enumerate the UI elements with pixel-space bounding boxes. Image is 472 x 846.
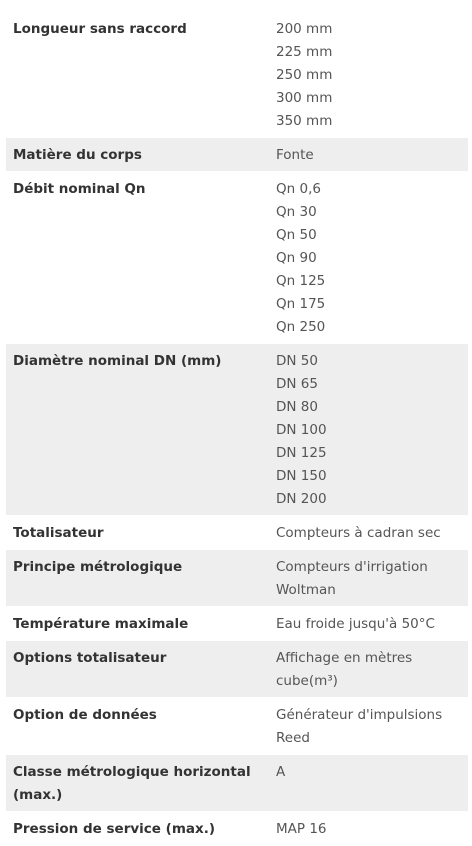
spec-value: Compteurs d'irrigation Woltman <box>276 559 428 598</box>
spec-value: DN 80 <box>276 399 318 415</box>
spec-label: Totalisateur <box>13 525 104 541</box>
spec-value: DN 100 <box>276 422 327 438</box>
spec-table <box>6 12 468 846</box>
spec-values <box>274 172 468 343</box>
spec-value: Qn 125 <box>276 273 326 289</box>
spec-values <box>274 698 468 754</box>
spec-row <box>6 607 468 641</box>
spec-value: Qn 175 <box>276 296 326 312</box>
spec-label: Principe métrologique <box>13 559 183 575</box>
spec-label: Classe métrologique horizontal (max.) <box>13 764 251 803</box>
spec-value: 250 mm <box>276 67 333 83</box>
spec-value: Qn 30 <box>276 204 317 220</box>
spec-value: DN 150 <box>276 468 327 484</box>
spec-label: Option de données <box>13 707 157 723</box>
spec-values <box>274 138 468 171</box>
spec-value: DN 200 <box>276 491 327 507</box>
spec-values <box>274 812 468 845</box>
spec-row <box>6 138 468 172</box>
spec-label: Température maximale <box>13 616 189 632</box>
spec-row <box>6 812 468 846</box>
spec-label: Pression de service (max.) <box>13 821 215 837</box>
spec-label: Matière du corps <box>13 147 142 163</box>
spec-value: DN 65 <box>276 376 318 392</box>
spec-value: Qn 0,6 <box>276 181 321 197</box>
spec-values <box>274 755 468 788</box>
spec-row <box>6 12 468 138</box>
spec-label: Débit nominal Qn <box>13 181 146 197</box>
spec-row <box>6 516 468 550</box>
spec-value: 350 mm <box>276 113 333 129</box>
spec-value: Eau froide jusqu'à 50°C <box>276 616 435 632</box>
spec-row <box>6 344 468 516</box>
spec-row <box>6 172 468 344</box>
spec-value: Qn 90 <box>276 250 317 266</box>
spec-value: Générateur d'impulsions Reed <box>276 707 443 746</box>
spec-row <box>6 641 468 698</box>
spec-label: Diamètre nominal DN (mm) <box>13 353 222 369</box>
spec-values <box>274 550 468 606</box>
spec-values <box>274 641 468 697</box>
spec-values <box>274 344 468 515</box>
spec-value: MAP 16 <box>276 821 327 837</box>
spec-value: Compteurs à cadran sec <box>276 525 441 541</box>
spec-value: Fonte <box>276 147 314 163</box>
spec-value: DN 50 <box>276 353 318 369</box>
spec-value: 300 mm <box>276 90 333 106</box>
spec-row <box>6 698 468 755</box>
spec-label: Options totalisateur <box>13 650 167 666</box>
spec-value: 200 mm <box>276 21 333 37</box>
spec-values <box>274 607 468 640</box>
spec-row <box>6 755 468 812</box>
spec-value: DN 125 <box>276 445 327 461</box>
spec-value: 225 mm <box>276 44 333 60</box>
spec-value: Qn 250 <box>276 319 326 335</box>
spec-label: Longueur sans raccord <box>13 21 187 37</box>
spec-values <box>274 516 468 549</box>
spec-value: Qn 50 <box>276 227 317 243</box>
spec-values <box>274 12 468 137</box>
spec-row <box>6 550 468 607</box>
spec-value: Affichage en mètres cube(m³) <box>276 650 413 689</box>
spec-value: A <box>276 764 286 780</box>
